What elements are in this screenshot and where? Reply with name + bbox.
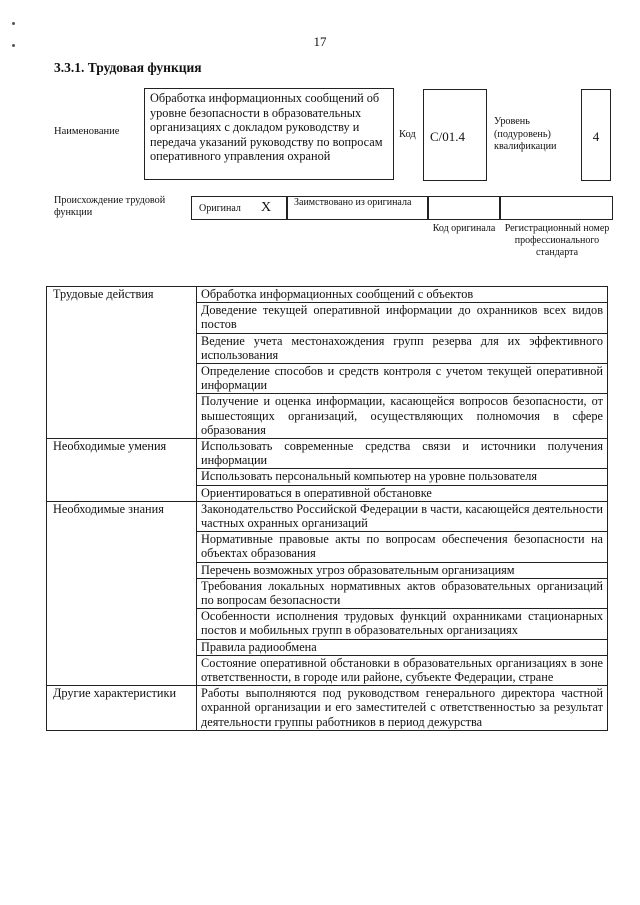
section-title: 3.3.1. Трудовая функция [54,60,202,75]
table-cell: Нормативные правовые акты по вопросам обеспечения безопасности на объектах образования [197,532,608,562]
table-cell: Ведение учета местонахождения групп резерва для их эффективного использования [197,333,608,363]
table-cell: Особенности исполнения трудовых функций охранниками стационарных постов и мобильных групп в образовательных организациях [197,609,608,639]
level-value: 4 [581,89,611,181]
scan-mark [12,22,15,25]
borrowed-cell [287,196,428,220]
table-cell: Использовать персональный компьютер на уровне пользователя [197,469,608,485]
page-number: 17 [313,34,327,49]
scan-mark [12,44,15,47]
code-label: Код [399,129,416,140]
row-label-actions: Трудовые действия [47,287,197,439]
name-label: Наименование [54,126,120,137]
code-original-label: Код оригинала [432,223,496,234]
function-name-value: Обработка информационных сообщений об уровне безопасности в образовательных организациях с докладом руководству и передача указаний руководству по вопросам оперативного управления охраной [144,88,394,180]
code-value: С/01.4 [423,89,487,181]
function-details-table [46,286,608,731]
row-label-other: Другие характеристики [47,686,197,731]
table-cell: Требования локальных нормативных актов образовательных организаций по вопросам безопасности [197,578,608,608]
table-cell: Правила радиообмена [197,639,608,655]
code-original-cell [428,196,500,220]
row-label-knowledge: Необходимые знания [47,501,197,685]
table-row [47,287,608,303]
table-row [47,501,608,531]
origin-label: Происхождение трудовой функции [54,195,166,218]
reg-number-cell [500,196,613,220]
table-cell: Определение способов и средств контроля с учетом текущей оперативной информации [197,364,608,394]
borrowed-label: Заимствовано из оригинала [294,197,412,208]
table-cell: Работы выполняются под руководством генерального директора частной охранной организации и его заместителей с ответственностью за результат деятельности группы работников в период дежурства [197,686,608,731]
original-mark: Х [261,200,272,215]
table-cell: Состояние оперативной обстановки в образовательных организациях в зоне ответственности, в городе или районе, субъекте Федерации, стране [197,655,608,685]
table-row [47,686,608,731]
table-cell: Использовать современные средства связи и источники получения информации [197,439,608,469]
table-cell: Доведение текущей оперативной информации до охранников всех видов постов [197,303,608,333]
table-cell: Перечень возможных угроз образовательным организациям [197,562,608,578]
table-cell: Обработка информационных сообщений с объектов [197,287,608,303]
reg-number-label: Регистрационный номер профессионального стандарта [504,223,610,258]
table-row [47,439,608,469]
table-cell: Ориентироваться в оперативной обстановке [197,485,608,501]
row-label-skills: Необходимые умения [47,439,197,502]
table-cell: Получение и оценка информации, касающейся вопросов безопасности, от вышестоящих организаций, осуществляющих полномочия в сфере образования [197,394,608,439]
original-cell [191,196,287,220]
original-label: Оригинал [199,203,241,214]
level-label: Уровень (подуровень) квалификации [494,116,557,152]
table-cell: Законодательство Российской Федерации в части, касающейся деятельности частных охранных организаций [197,501,608,531]
